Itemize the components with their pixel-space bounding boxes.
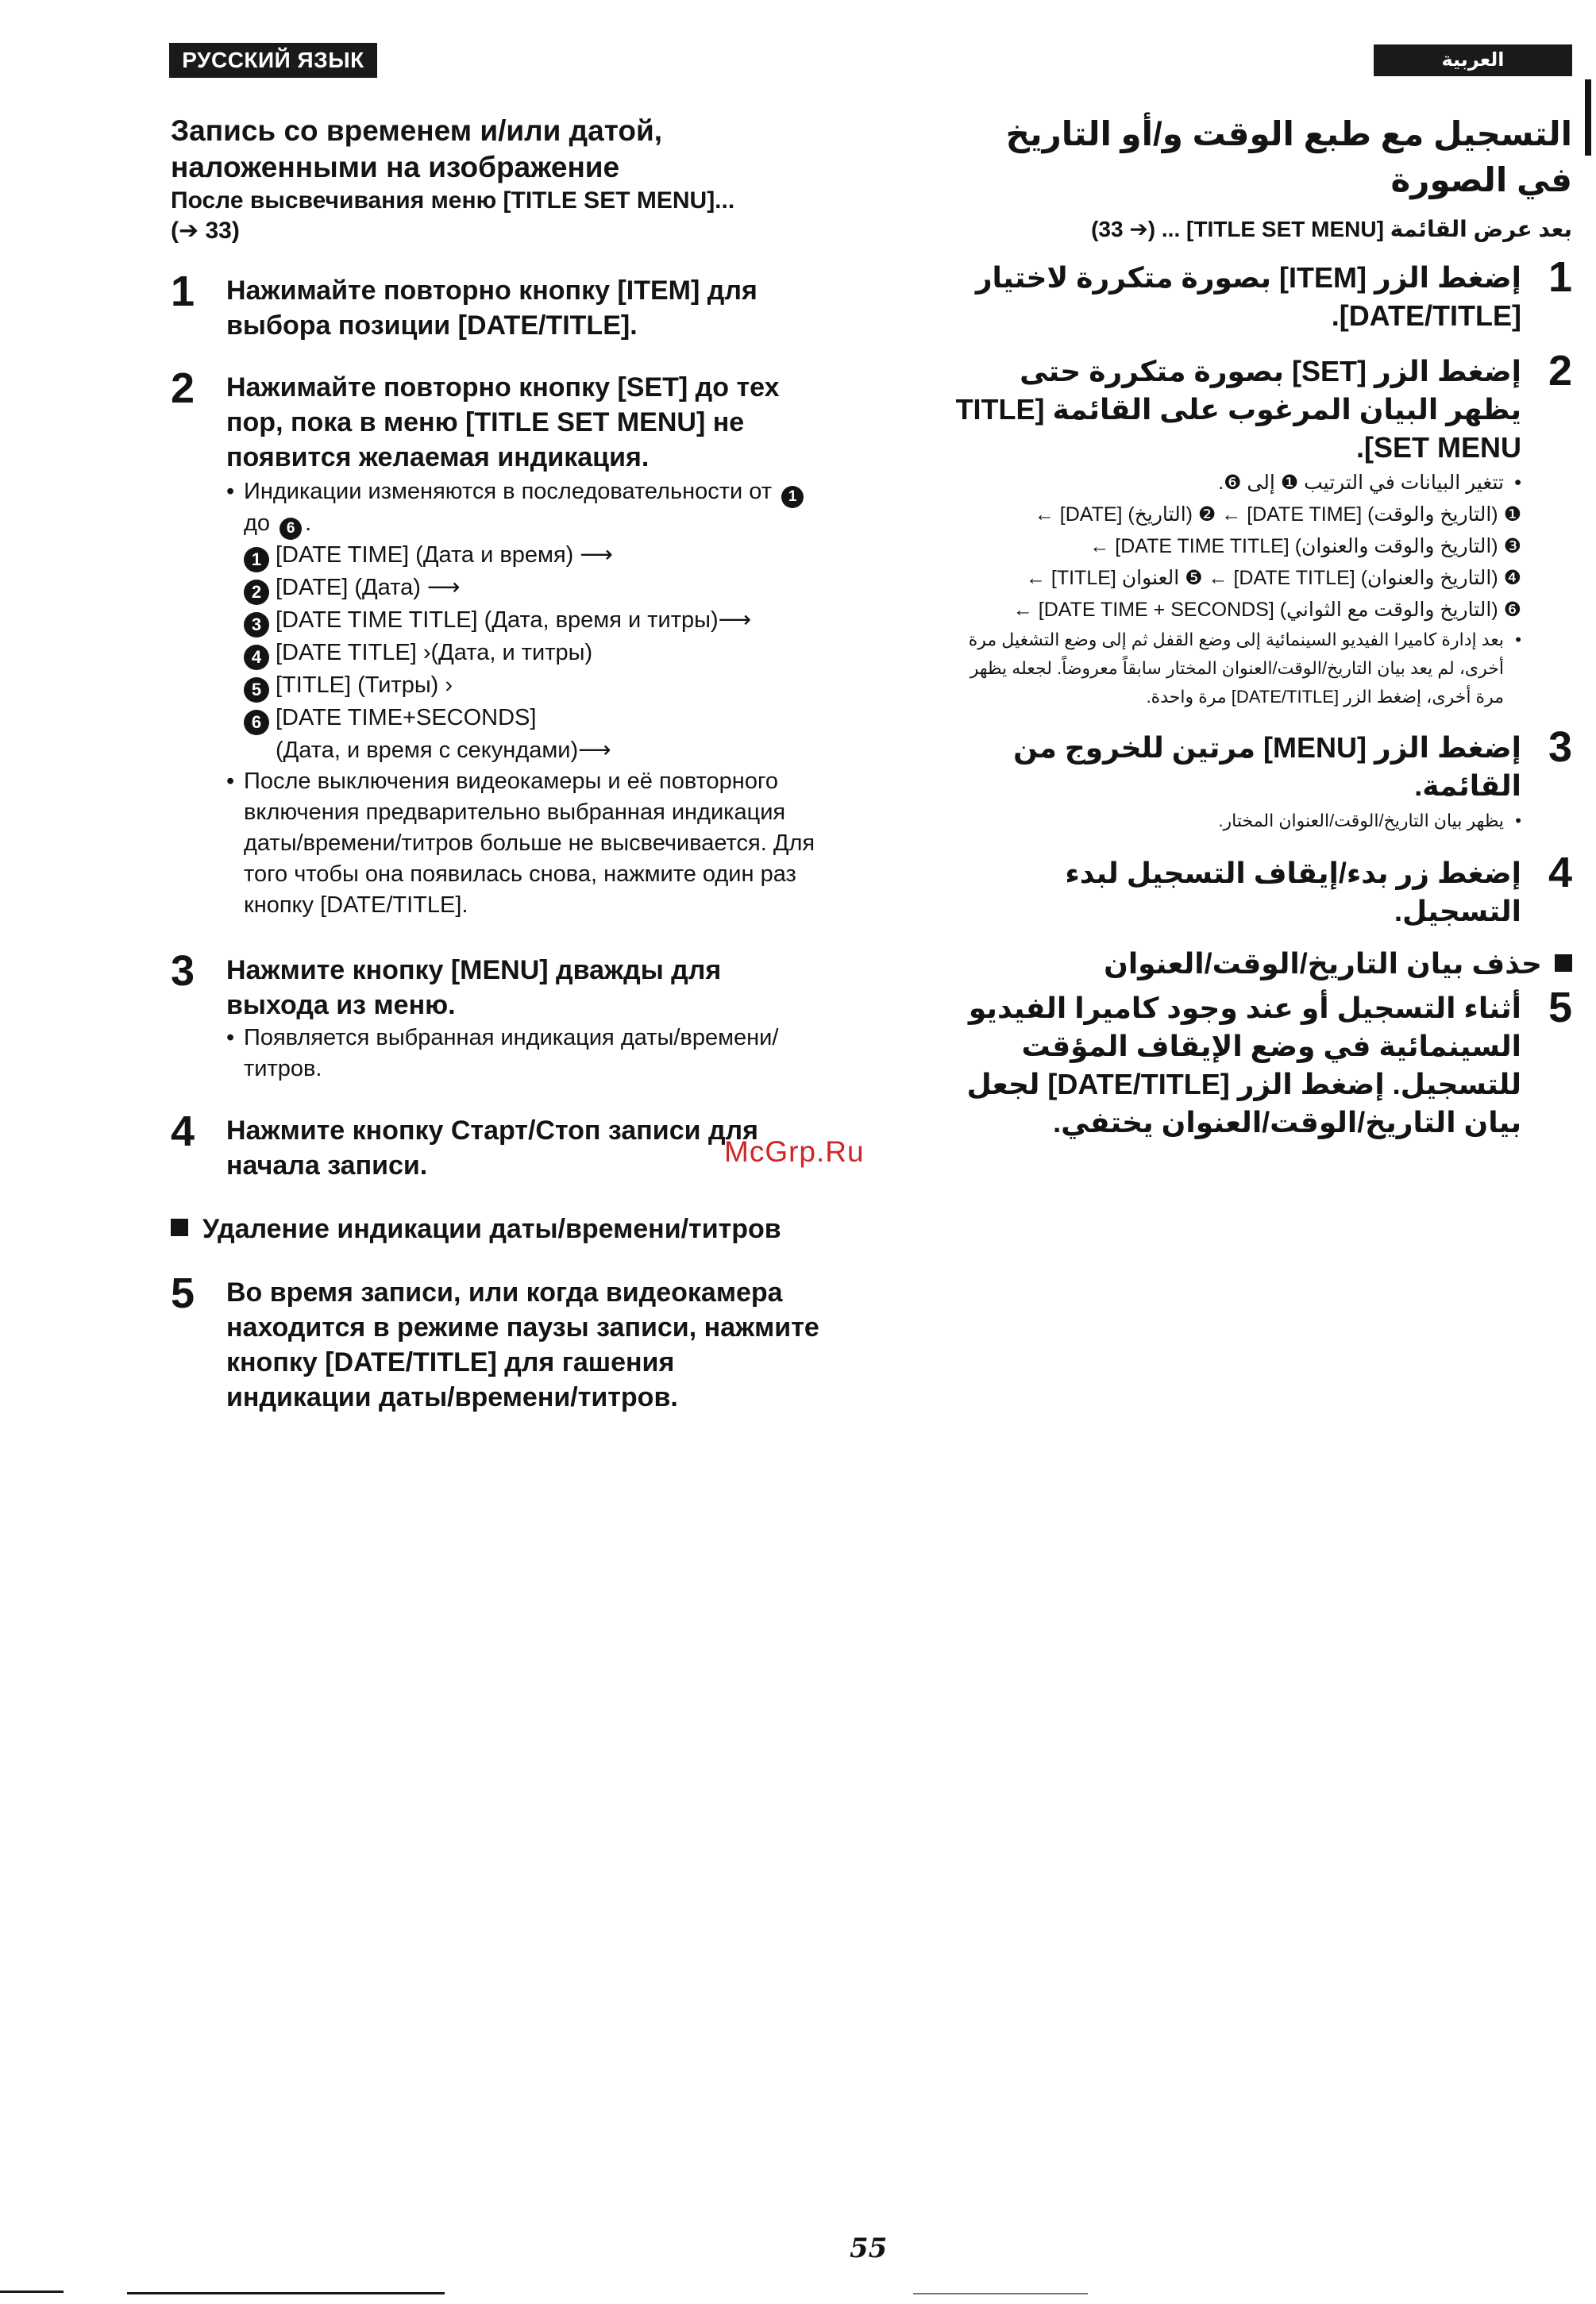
ru-power-note: • После выключения видеокамеры и её повторного включения предварительно выбранная индикация даты/времени/титров больше не высвечивается. Для того чтобы она появилась снова, нажмите один раз кнопку [DATE/TITLE]. bbox=[226, 766, 822, 921]
ru-sequence-item bbox=[226, 605, 822, 638]
ar-step-1-number: 1 bbox=[1548, 253, 1572, 301]
circled-number-icon: 1 bbox=[244, 547, 269, 572]
ar-step-3-note: • يظهر بيان التاريخ/الوقت/العنوان المختار. bbox=[941, 805, 1521, 837]
ru-sequence-item bbox=[226, 638, 822, 670]
ru-sequence-item bbox=[226, 670, 822, 703]
ru-sequence-item-text: [DATE] (Дата) ⟶ bbox=[276, 575, 461, 600]
ar-sequence-item: ❻ (التاريخ والوقت مع الثواني) [DATE TIME + SECONDS] ← bbox=[1012, 599, 1521, 621]
ru-sequence-item-text: [DATE TIME] (Дата и время) ⟶ bbox=[276, 542, 613, 568]
ru-step-5-number: 5 bbox=[171, 1270, 195, 1317]
ru-delete-heading-text: Удаление индикации даты/времени/титров bbox=[202, 1214, 781, 1244]
circled-number-icon: 2 bbox=[244, 580, 269, 605]
ar-step-3-text: إضغط الزر [MENU] مرتين للخروج من القائمة. bbox=[1013, 731, 1521, 802]
ar-step-1 bbox=[941, 253, 1572, 335]
ru-sequence-item bbox=[226, 572, 822, 605]
footer-rule bbox=[0, 2291, 64, 2293]
ru-step-2-text: Нажимайте повторно кнопку [SET] до тех пор, пока в меню [TITLE SET MENU] не появится желаемая индикация. bbox=[226, 372, 780, 472]
ru-step-3-text: Нажмите кнопку [MENU] дважды для выхода из меню. bbox=[226, 955, 722, 1020]
ru-delete-heading bbox=[171, 1212, 822, 1246]
arabic-language-tab: العربية bbox=[1374, 44, 1572, 76]
watermark: McGrp.Ru bbox=[724, 1135, 865, 1168]
circled-number-icon: 6 bbox=[279, 518, 302, 540]
ar-power-note: • بعد إدارة كاميرا الفيديو السينمائية إلى وضع القفل ثم إلى وضع التشغيل مرة أخرى، لم يعد بيان التاريخ/الوقت/العنوان المختار سابقاً معروضاً. لجعله يظهر مرة أخرى، إضغط الزر [DATE/TITLE] مرة واحدة. bbox=[941, 626, 1521, 711]
ru-sequence-note-to: до bbox=[244, 511, 271, 536]
ru-sequence-note-text: Индикации изменяются в последовательности от bbox=[244, 479, 773, 504]
ar-step-4 bbox=[941, 849, 1572, 930]
ar-subtitle: بعد عرض القائمة [TITLE SET MENU] ... (➔ 33) bbox=[1091, 217, 1572, 241]
circled-number-icon: 6 bbox=[244, 710, 269, 735]
ru-sequence-item-text: [DATE TITLE] ›(Дата, и титры) bbox=[276, 640, 593, 665]
footer-rule bbox=[127, 2292, 445, 2294]
ar-sequence-item: ❹ (التاريخ والعنوان) [DATE TITLE] ← ❺ العنوان [TITLE] ← bbox=[1025, 567, 1521, 589]
page-number: 55 bbox=[850, 2233, 888, 2264]
ru-step-3-note: • Появляется выбранная индикация даты/времени/титров. bbox=[226, 1023, 822, 1085]
ar-sequence-item: ❸ (التاريخ والوقت والعنوان) [DATE TIME TITLE] ← bbox=[1089, 535, 1521, 557]
circled-number-icon: 3 bbox=[244, 612, 269, 638]
ru-sequence-item-continued: (Дата, и время с секундами)⟶ bbox=[276, 738, 611, 763]
ru-sequence-item-text: [DATE TIME TITLE] (Дата, время и титры)⟶ bbox=[276, 607, 752, 633]
ru-step-1-text: Нажимайте повторно кнопку [ITEM] для выбора позиции [DATE/TITLE]. bbox=[226, 275, 758, 341]
ar-step-5-text: أثناء التسجيل أو عند وجود كاميرا الفيديو السينمائية في وضع الإيقاف المؤقت للتسجيل. إضغط الزر [DATE/TITLE] لجعل بيان التاريخ/الوقت/العنوان يختفي. bbox=[966, 992, 1521, 1139]
ar-step-3-number: 3 bbox=[1548, 723, 1572, 771]
ru-step-5 bbox=[171, 1270, 822, 1415]
ar-step-4-text: إضغط زر بدء/إيقاف التسجيل لبدء التسجيل. bbox=[1065, 857, 1521, 927]
ar-step-2-text: إضغط الزر [SET] بصورة متكررة حتى يظهر البيان المرغوب على القائمة [TITLE SET MENU]. bbox=[955, 355, 1521, 464]
circled-number-icon: 1 bbox=[781, 486, 804, 508]
ru-section-title: Запись со временем и/или датой, наложенными на изображение bbox=[171, 114, 663, 183]
russian-column bbox=[171, 113, 822, 1415]
arabic-column bbox=[941, 111, 1572, 1142]
ru-sequence-note: • Индикации изменяются в последовательности от 1 до 6 . bbox=[226, 476, 822, 540]
ru-sequence-item-text: [TITLE] (Титры) › bbox=[276, 672, 453, 698]
ar-section-title: التسجيل مع طبع الوقت و/أو التاريخ في الصورة bbox=[1005, 115, 1572, 198]
ru-step-3 bbox=[171, 947, 822, 1085]
ar-step-2-number: 2 bbox=[1548, 347, 1572, 395]
ar-step-3 bbox=[941, 723, 1572, 837]
footer-rule bbox=[913, 2293, 1088, 2294]
ar-step-5 bbox=[941, 984, 1572, 1142]
ru-page-reference: (➔ 33) bbox=[171, 218, 240, 244]
circled-number-icon: 5 bbox=[244, 677, 269, 703]
ru-step-5-text: Во время записи, или когда видеокамера находится в режиме паузы записи, нажмите кнопку [DATE/TITLE] для гашения индикации даты/времени/титров. bbox=[226, 1277, 819, 1412]
edge-marker bbox=[1585, 79, 1591, 156]
ru-step-4-number: 4 bbox=[171, 1108, 195, 1155]
circled-number-icon: 4 bbox=[244, 645, 269, 670]
ar-sequence-note: • تتغير البيانات في الترتيب ❶ إلى ❻. bbox=[941, 467, 1521, 499]
ru-step-1 bbox=[171, 268, 822, 343]
ar-step-5-number: 5 bbox=[1548, 984, 1572, 1031]
ar-step-1-text: إضغط الزر [ITEM] بصورة متكررة لاختيار [DATE/TITLE]. bbox=[975, 261, 1521, 332]
ru-subtitle: После высвечивания меню [TITLE SET MENU]... bbox=[171, 187, 735, 214]
ru-sequence-item bbox=[226, 540, 822, 572]
ar-step-4-number: 4 bbox=[1548, 849, 1572, 896]
ru-sequence-item bbox=[226, 703, 822, 735]
ar-delete-heading-text: حذف بيان التاريخ/الوقت/العنوان bbox=[1104, 947, 1542, 980]
ru-step-4-text: Нажмите кнопку Старт/Стоп записи для начала записи. bbox=[226, 1115, 758, 1181]
ar-step-2 bbox=[941, 347, 1572, 711]
ru-step-3-number: 3 bbox=[171, 947, 195, 995]
ru-step-2 bbox=[171, 364, 822, 921]
ar-delete-heading bbox=[941, 945, 1572, 983]
square-bullet-icon bbox=[171, 1219, 188, 1236]
ar-sequence-item: ❶ (التاريخ والوقت) [DATE TIME] ← ❷ (التاريخ) [DATE] ← bbox=[1034, 503, 1521, 526]
ru-sequence-item-text: [DATE TIME+SECONDS] bbox=[276, 705, 537, 730]
ru-step-1-number: 1 bbox=[171, 268, 195, 315]
russian-language-tab: РУССКИЙ ЯЗЫК bbox=[169, 43, 377, 78]
ru-step-2-number: 2 bbox=[171, 364, 195, 412]
square-bullet-icon bbox=[1555, 954, 1572, 972]
